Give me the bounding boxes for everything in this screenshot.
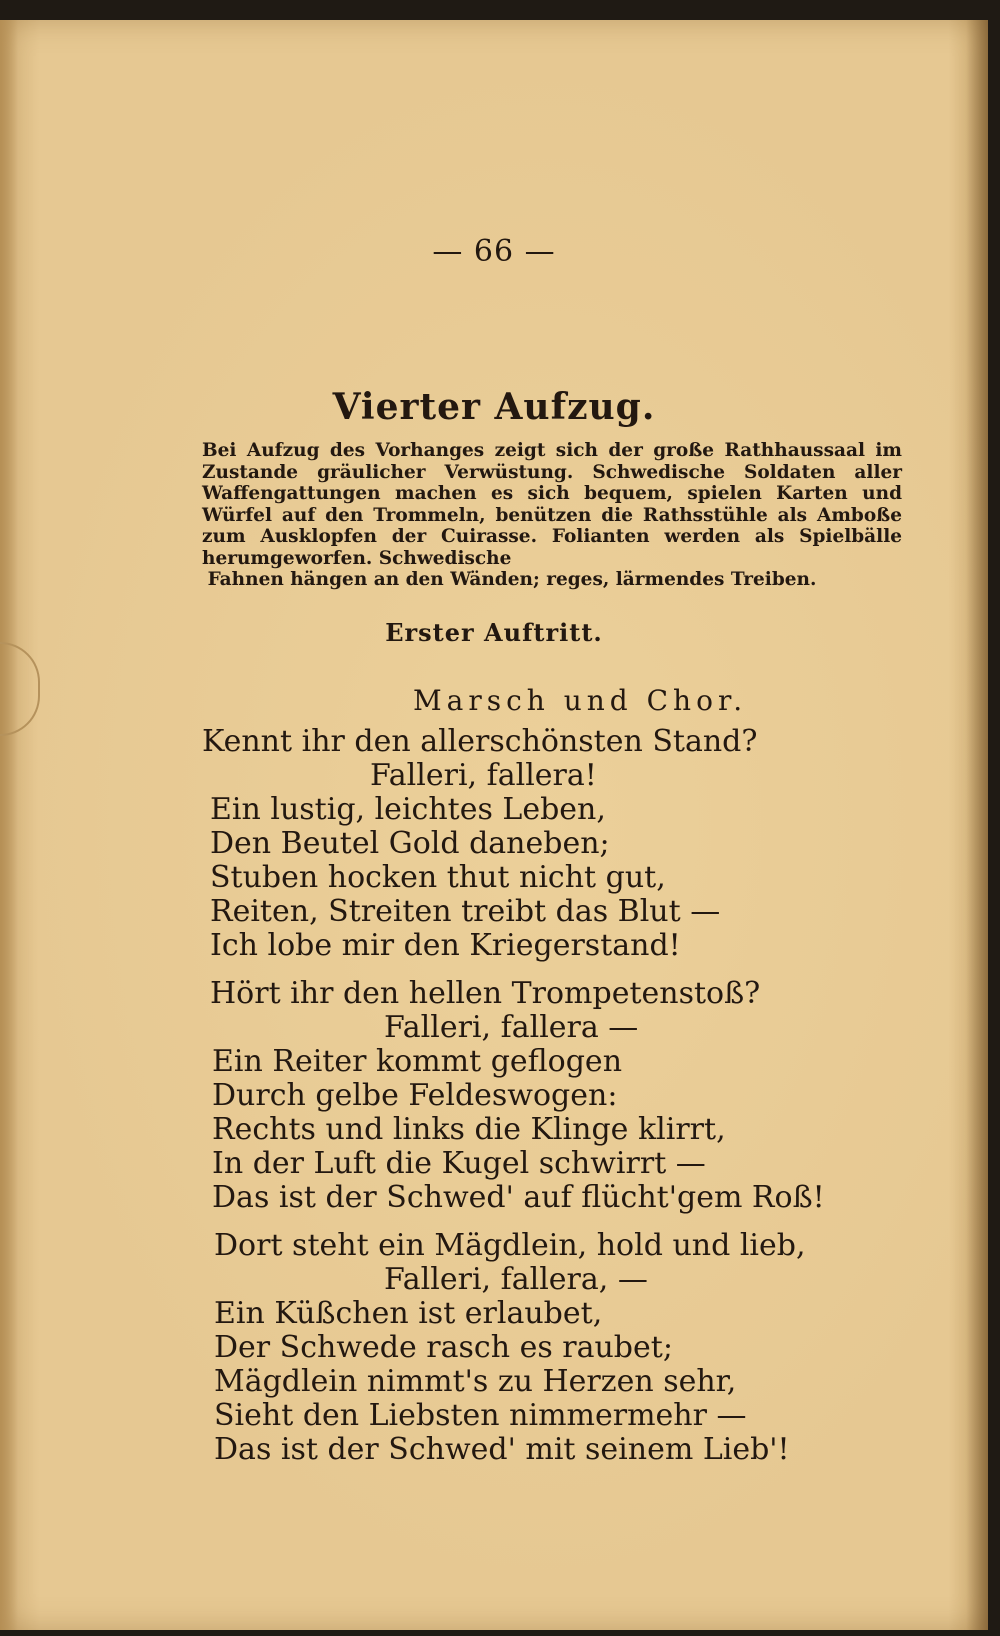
verse-3-line-4: Der Schwede rasch es raubet;: [214, 1330, 673, 1365]
verse-3-line-2: Falleri, fallera, —: [384, 1262, 648, 1297]
song-heading: Marsch und Chor.: [413, 684, 748, 717]
page-number: — 66 —: [432, 234, 556, 269]
verse-2-line-5: Rechts und links die Klinge klirrt,: [212, 1112, 726, 1147]
verse-3-line-1: Dort steht ein Mägdlein, hold und lieb,: [214, 1228, 806, 1263]
scene-title: Erster Auftritt.: [385, 618, 603, 647]
stage-direction-text: Bei Aufzug des Vorhanges zeigt sich der große Rathhaussaal im Zustande gräulicher Verwüstung. Schwedische Soldaten aller Waffengattungen machen es sich bequem, spielen Karten und Würfel auf den Trommeln, benützen die Rathsstühle als Amboße zum Ausklopfen der Cuirasse. Folianten werden als Spielbälle herumgeworfen. Schwedische: [202, 440, 902, 569]
verse-3-line-7: Das ist der Schwed' mit seinem Lieb'!: [214, 1432, 790, 1467]
verse-1-line-2: Falleri, fallera!: [370, 758, 597, 793]
clip-impression: [0, 642, 40, 736]
book-page: [0, 20, 988, 1630]
verse-3-line-3: Ein Küßchen ist erlaubet,: [214, 1296, 603, 1331]
verse-1-line-7: Ich lobe mir den Kriegerstand!: [210, 928, 681, 963]
verse-2-line-1: Hört ihr den hellen Trompetenstoß?: [210, 976, 761, 1011]
verse-1-line-4: Den Beutel Gold daneben;: [210, 826, 610, 861]
verse-2-line-4: Durch gelbe Feldeswogen:: [212, 1078, 618, 1113]
verse-1-line-1: Kennt ihr den allerschönsten Stand?: [202, 724, 758, 759]
verse-1-line-6: Reiten, Streiten treibt das Blut —: [210, 894, 721, 929]
verse-3-line-5: Mägdlein nimmt's zu Herzen sehr,: [214, 1364, 737, 1399]
verse-2-line-7: Das ist der Schwed' auf flücht'gem Roß!: [212, 1180, 825, 1215]
verse-2-line-3: Ein Reiter kommt geflogen: [212, 1044, 623, 1079]
verse-1-line-5: Stuben hocken thut nicht gut,: [210, 860, 666, 895]
verse-2-line-6: In der Luft die Kugel schwirrt —: [212, 1146, 706, 1181]
stage-direction-last-line: Fahnen hängen an den Wänden; reges, lärmendes Treiben.: [207, 569, 817, 590]
verse-1-line-3: Ein lustig, leichtes Leben,: [210, 792, 606, 827]
verse-2-line-2: Falleri, fallera —: [384, 1010, 639, 1045]
stage-direction: [202, 440, 902, 591]
act-title: Vierter Aufzug.: [332, 386, 656, 428]
verse-3-line-6: Sieht den Liebsten nimmermehr —: [214, 1398, 747, 1433]
